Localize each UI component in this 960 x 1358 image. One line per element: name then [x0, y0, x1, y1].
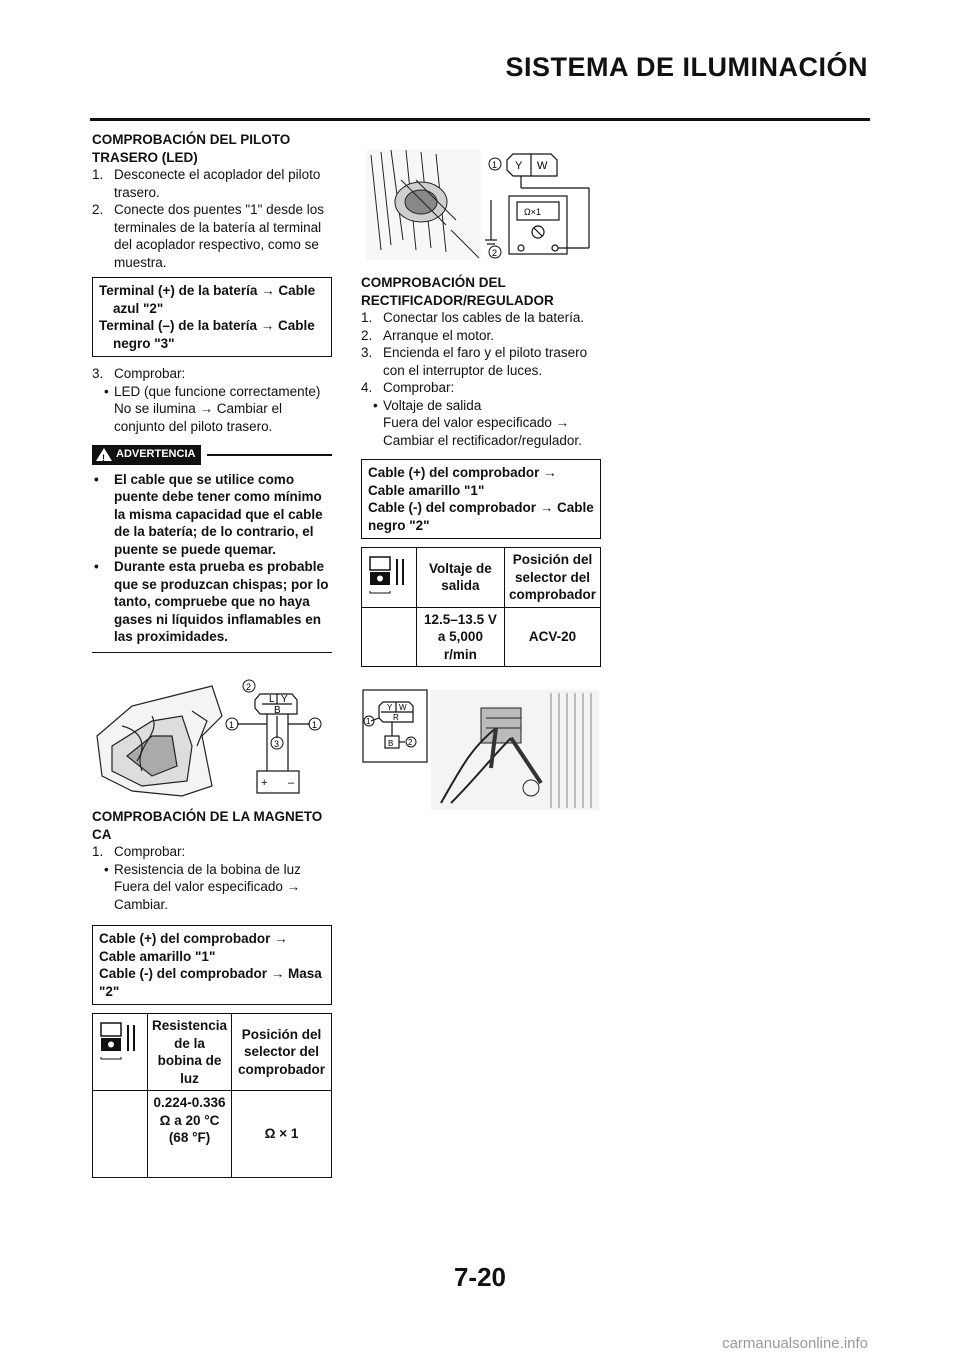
callout-1: 1 [366, 717, 371, 726]
range-label: Ω×1 [524, 207, 541, 217]
step: 1. Comprobar: [92, 844, 186, 859]
tail-light-photo [97, 686, 222, 796]
spec-box-tester-leads: Cable (+) del comprobador → Cable amarillo "1" Cable (-) del comprobador → Cable negro "2" [361, 459, 601, 539]
svg-text:Y: Y [387, 703, 393, 712]
right-column [361, 274, 601, 667]
td-selector-value: Ω × 1 [232, 1091, 332, 1178]
connector-inset [363, 690, 427, 762]
svg-text:W: W [537, 160, 548, 172]
warning-icon: ! [96, 448, 112, 461]
bullet-item: • Resistencia de la bobina de luz [104, 861, 301, 877]
watermark: carmanualsonline.info [722, 1335, 868, 1352]
rectifier-test-diagram [361, 688, 601, 812]
callout-1: 1 [312, 720, 318, 730]
callout-1: 1 [229, 720, 235, 730]
svg-text:B: B [388, 739, 394, 748]
bullet-subtext: Fuera del valor especificado → Cambiar. [114, 879, 301, 912]
warning-badge: ! ADVERTENCIA [92, 445, 201, 465]
spec-table-rectifier [361, 547, 601, 667]
bullet-item: • Voltaje de salida [373, 397, 482, 413]
left-column-lower [92, 808, 332, 1178]
svg-text:L: L [269, 694, 275, 705]
step: 3. Encienda el faro y el piloto trasero con el interruptor de luces. [361, 345, 588, 378]
warning-header [92, 445, 332, 465]
section-title-magneto: COMPROBACIÓN DE LA MAGNETO CA [92, 809, 323, 842]
section-title-tail-light: COMPROBACIÓN DEL PILOTO TRASERO (LED) [92, 132, 291, 165]
bullet-subtext: No se ilumina → Cambiar el conjunto del piloto trasero. [114, 401, 283, 434]
td-resistance-value: 0.224-0.336 Ω a 20 °C (68 °F) [148, 1091, 232, 1178]
callout-2: 2 [492, 248, 498, 258]
svg-text:+: + [261, 777, 268, 789]
warning-item: • El cable que se utilice como puente debe tener como mínimo la misma capacidad que el cable de la batería; de lo contrario, el puente se puede quemar. [94, 471, 323, 557]
left-column [92, 131, 332, 653]
th-resistance: Resistencia de la bobina de luz [148, 1014, 232, 1091]
bullet-subtext: Fuera del valor especificado → Cambiar el rectificador/regulador. [383, 415, 582, 448]
multimeter-icon-cell [362, 548, 417, 608]
multimeter-icon-cell [93, 1014, 148, 1091]
tail-light-wiring-diagram [92, 676, 332, 806]
magneto-test-diagram [361, 140, 601, 268]
svg-text:B: B [274, 705, 281, 716]
svg-text:R: R [393, 713, 399, 722]
magneto-photo [366, 150, 481, 260]
th-voltage: Voltaje de salida [416, 548, 504, 608]
page-number: 7-20 [453, 1262, 507, 1292]
step: 3. Comprobar: [92, 366, 186, 381]
svg-text:W: W [399, 703, 407, 712]
bullet-item: • LED (que funcione correctamente) [104, 383, 321, 399]
page-title: SISTEMA DE ILUMINACIÓN [505, 52, 868, 82]
multimeter-icon [100, 1021, 140, 1061]
spec-box-tester-leads: Cable (+) del comprobador → Cable amarillo "1" Cable (-) del comprobador → Masa "2" [92, 925, 332, 1005]
step: 2. Arranque el motor. [361, 327, 495, 343]
callout-1: 1 [492, 160, 498, 170]
svg-text:Y: Y [281, 694, 288, 705]
callout-2: 2 [408, 738, 413, 747]
rectifier-photo [431, 690, 599, 810]
th-selector: Posición del selector del comprobador [232, 1014, 332, 1091]
warning-item: • Durante esta prueba es probable que se produzcan chispas; por lo tanto, compruebe que no haya gases ni líquidos inflamables en las proximidades. [94, 559, 329, 644]
step: 2. Conecte dos puentes "1" desde los terminales de la batería al terminal del acoplador respectivo, como se muestra. [92, 202, 324, 270]
spec-box-wiring: Terminal (+) de la batería → Cable azul "2" Terminal (–) de la batería → Cable negro "3" [92, 277, 332, 357]
warning-body [92, 471, 332, 653]
multimeter-icon [369, 555, 409, 595]
step: 1. Desconecte el acoplador del piloto trasero. [92, 167, 321, 200]
step: 4. Comprobar: [361, 380, 455, 395]
section-title-rectifier: COMPROBACIÓN DEL RECTIFICADOR/REGULADOR [361, 275, 554, 308]
header-rule [90, 118, 870, 121]
svg-text:–: – [288, 777, 295, 789]
callout-2: 2 [246, 682, 252, 692]
td-selector-value: ACV-20 [505, 607, 601, 667]
step: 1. Conectar los cables de la batería. [361, 310, 585, 325]
td-voltage-value: 12.5–13.5 V a 5,000 r/min [416, 607, 504, 667]
svg-text:Y: Y [515, 160, 523, 172]
spec-table-magneto [92, 1013, 332, 1178]
th-selector: Posición del selector del comprobador [505, 548, 601, 608]
callout-3: 3 [274, 739, 280, 749]
